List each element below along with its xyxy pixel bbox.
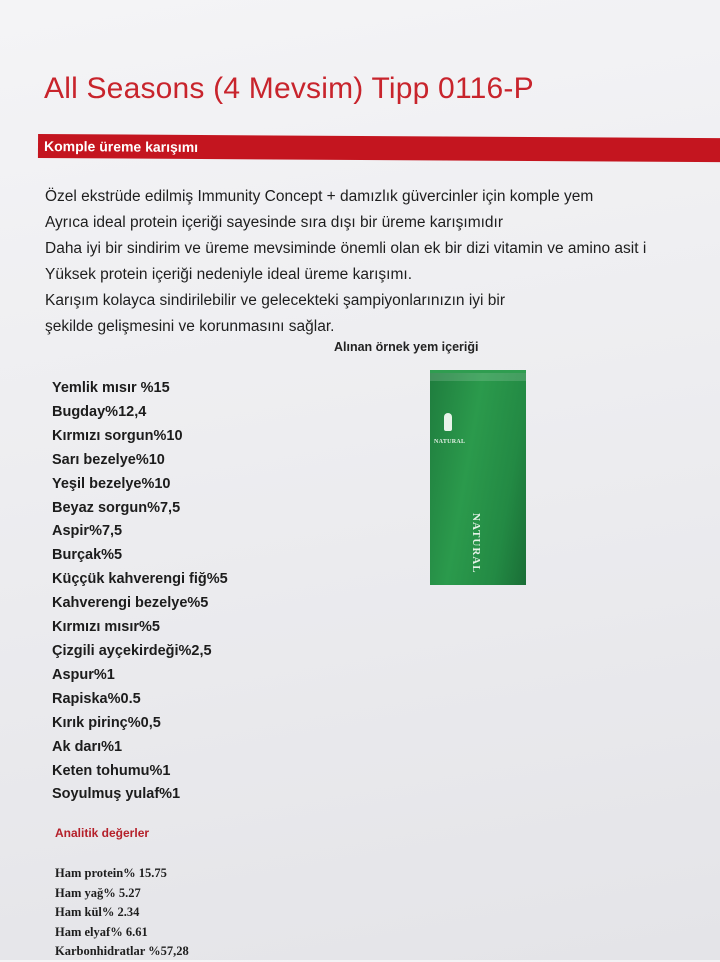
intro-line: Özel ekstrüde edilmiş Immunity Concept + damızlık güvercinler için komple yem xyxy=(45,188,594,205)
ingredient-item: Burçak%5 xyxy=(52,547,123,564)
bag-brand-small: NATURAL xyxy=(434,439,466,445)
ingredient-item: Kahverengi bezelye%5 xyxy=(52,595,209,612)
product-bag-image xyxy=(430,370,526,585)
ingredient-item: Yemlik mısır %15 xyxy=(52,380,170,396)
ingredient-item: Sarı bezelye%10 xyxy=(52,451,165,468)
intro-paragraph xyxy=(45,184,720,340)
analytic-item: Ham elyaf% 6.61 xyxy=(55,924,148,939)
intro-line: Daha iyi bir sindirim ve üreme mevsiminde önemli olan ek bir dizi vitamin ve amino asit i xyxy=(45,240,647,257)
ingredient-list xyxy=(52,377,228,807)
analytic-list xyxy=(55,864,189,962)
ingredient-item: Soyulmuş yulaf%1 xyxy=(52,786,181,803)
analytic-item: Ham kül% 2.34 xyxy=(55,905,140,919)
ingredient-item: Kırmızı sorgun%10 xyxy=(52,427,183,444)
ingredient-item: Beyaz sorgun%7,5 xyxy=(52,499,181,516)
brand-logo-icon xyxy=(444,413,452,431)
ingredient-item: Aspur%1 xyxy=(52,666,115,683)
analytic-item: Ham yağ% 5.27 xyxy=(55,885,141,900)
intro-line: şekilde gelişmesini ve korunmasını sağlar. xyxy=(45,318,335,335)
sample-caption: Alınan örnek yem içeriği xyxy=(334,340,479,354)
ingredient-item: Yeşil bezelye%10 xyxy=(52,475,171,492)
section-header-bar xyxy=(38,134,720,162)
analytic-item: Ham protein% 15.75 xyxy=(55,866,167,880)
intro-line: Ayrıca ideal protein içeriği sayesinde sıra dışı bir üreme karışımıdır xyxy=(45,214,504,231)
ingredient-item: Küççük kahverengi fiğ%5 xyxy=(52,571,228,588)
ingredient-item: Aspir%7,5 xyxy=(52,523,123,540)
analytic-heading: Analitik değerler xyxy=(55,826,150,840)
ingredient-item: Ak darı%1 xyxy=(52,738,123,755)
ingredient-item: Rapiska%0.5 xyxy=(52,690,141,707)
ingredient-item: Keten tohumu%1 xyxy=(52,762,171,779)
section-header-label: Komple üreme karışımı xyxy=(43,138,199,155)
ingredient-item: Bugday%12,4 xyxy=(52,403,147,420)
ingredient-item: Kırık pirinç%0,5 xyxy=(52,714,161,731)
intro-line: Karışım kolayca sindirilebilir ve gelecekteki şampiyonlarınızın iyi bir xyxy=(45,292,506,309)
intro-line: Yüksek protein içeriği nedeniyle ideal üreme karışımı. xyxy=(45,266,413,283)
ingredient-item: Kırmızı mısır%5 xyxy=(52,619,160,636)
analytic-item: Karbonhidratlar %57,28 xyxy=(55,944,189,958)
ingredient-item: Çizgili ayçekirdeği%2,5 xyxy=(52,642,212,659)
document-title: All Seasons (4 Mevsim) Tipp 0116-P xyxy=(44,72,534,105)
bag-brand-vertical: NATURAL xyxy=(470,513,482,574)
